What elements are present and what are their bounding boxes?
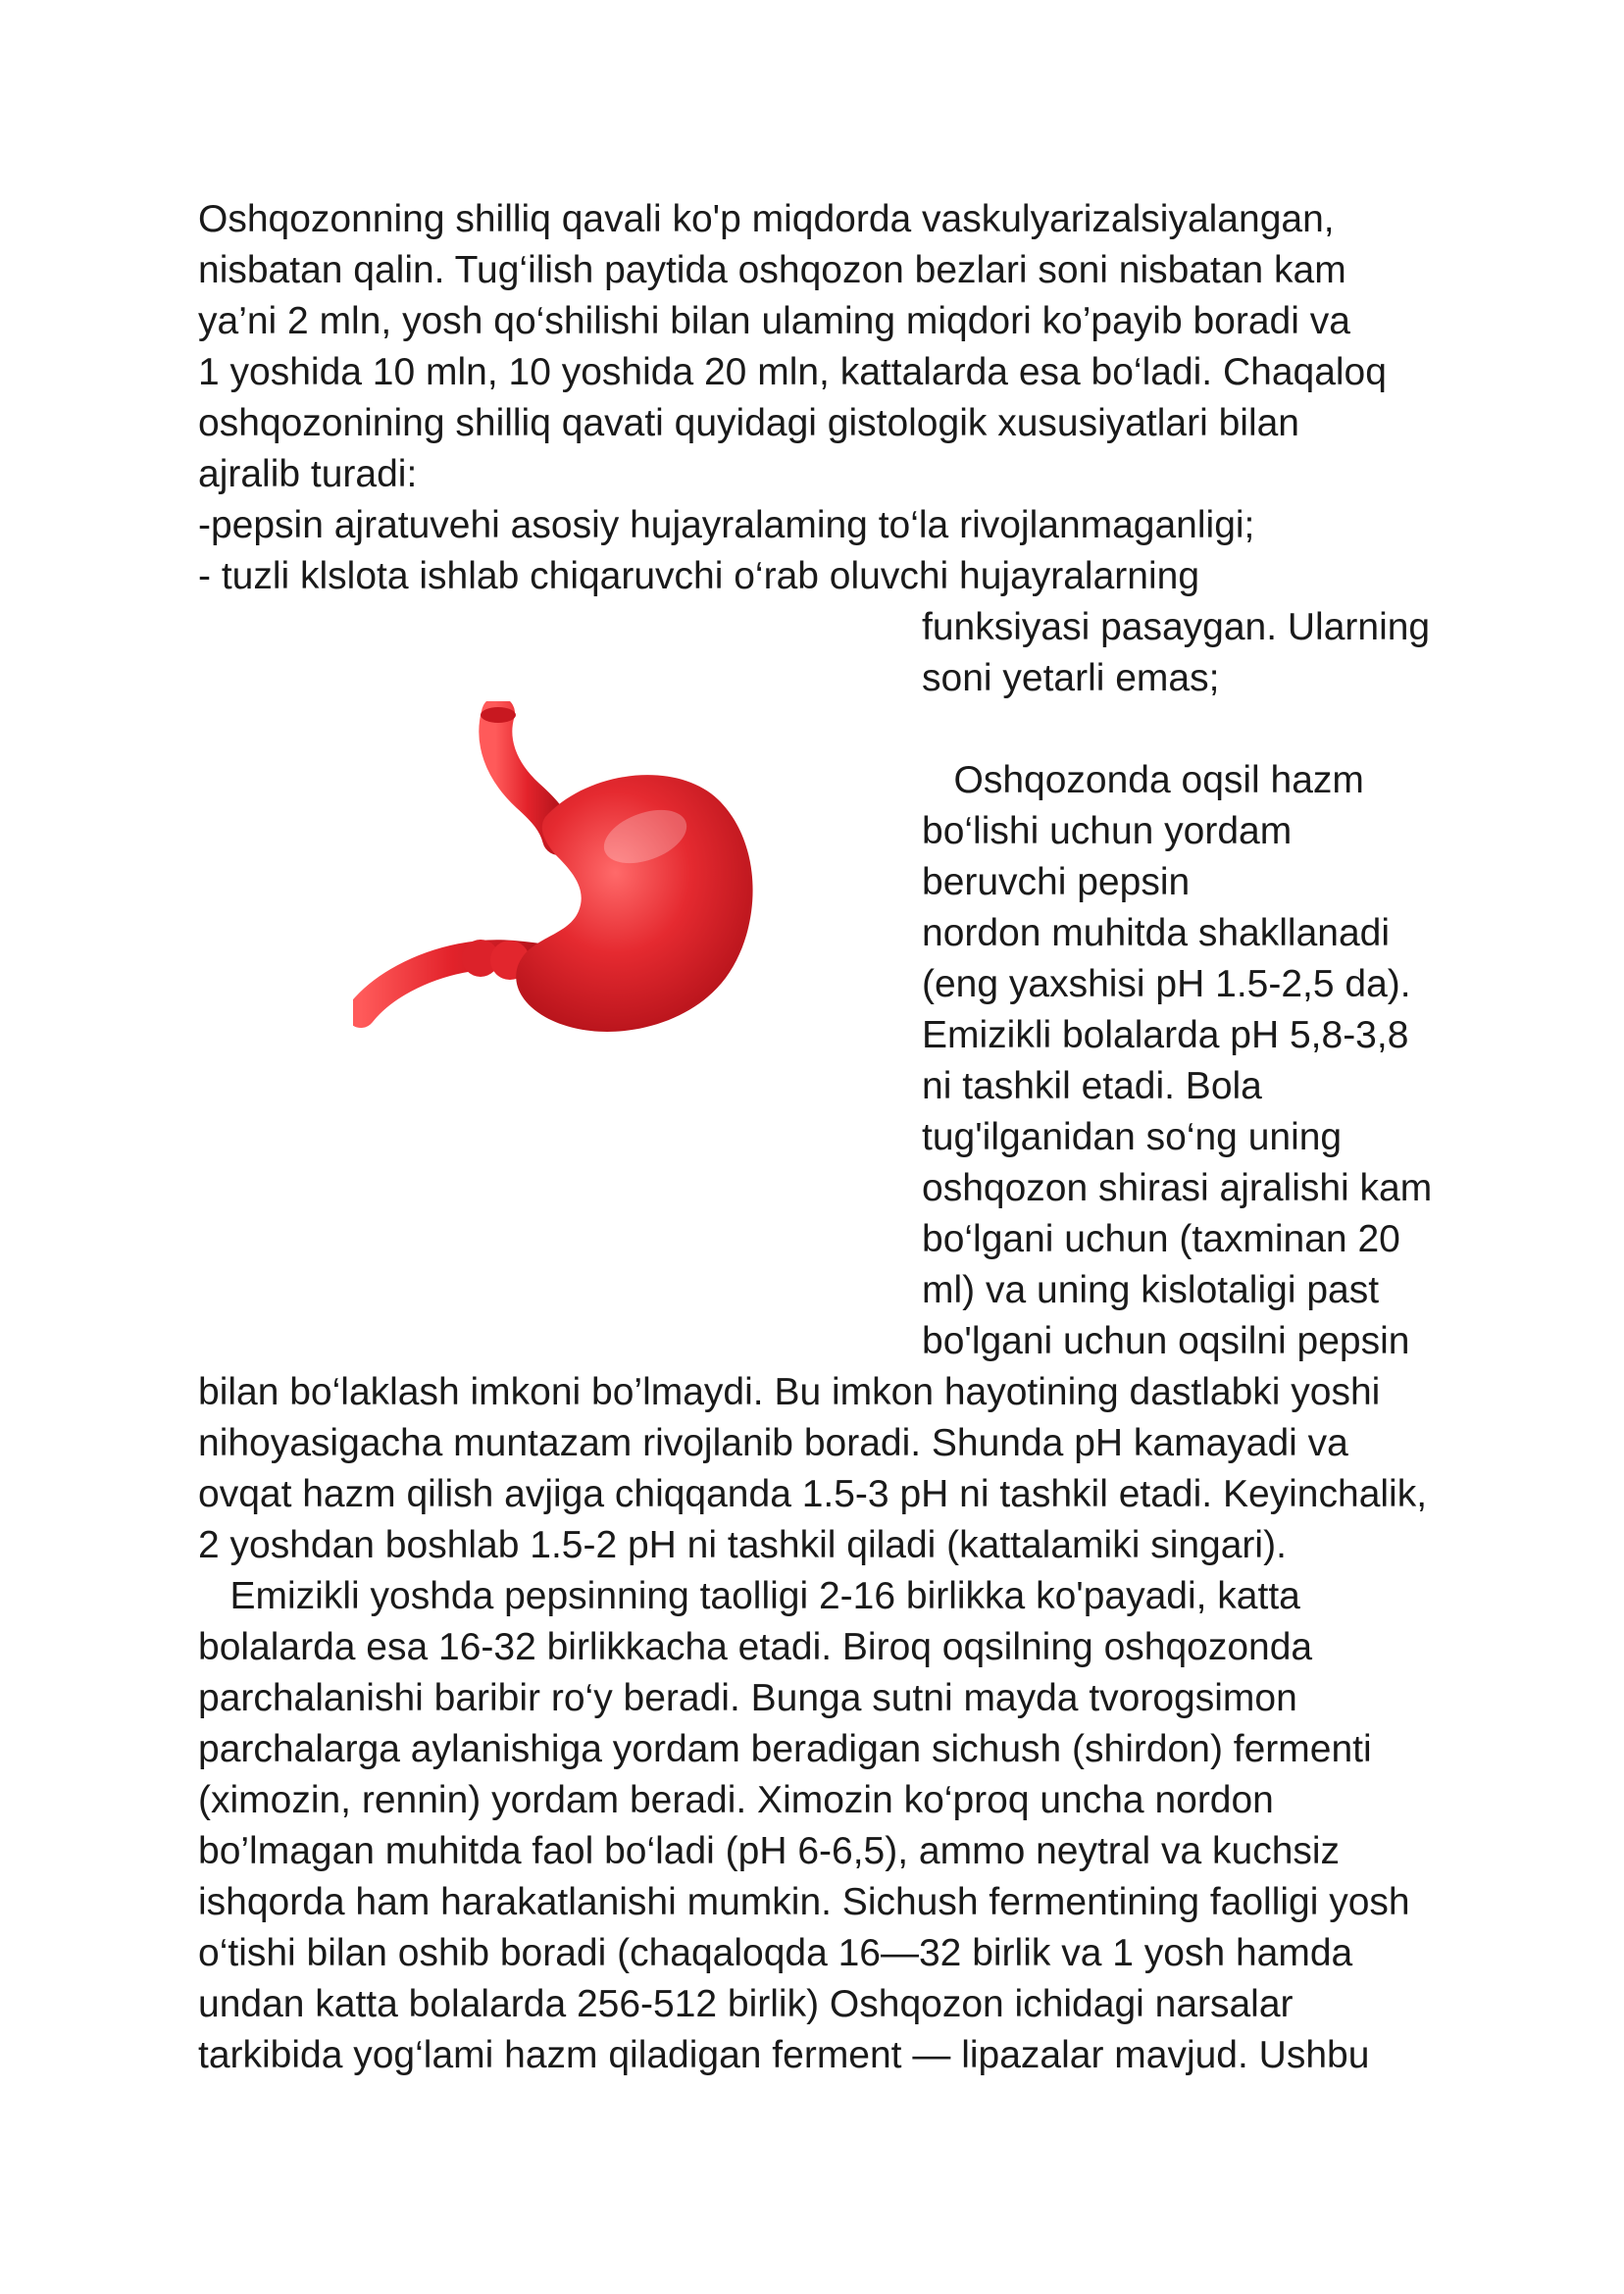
text-line: ajralib turadi: — [198, 453, 418, 495]
text-line: Emizikli bolalarda pH 5,8-3,8 — [922, 1014, 1409, 1056]
text-line: funksiyasi pasaygan. Ularning — [922, 606, 1431, 648]
text-line: parchalarga aylanishiga yordam beradigan sichush (shirdon) fermenti — [198, 1728, 1372, 1770]
text-line: ishqorda ham harakatlanishi mumkin. Sichush fermentining faolligi yosh — [198, 1881, 1410, 1923]
text-line: bo’lmagan muhitda faol bo‘ladi (pH 6-6,5), ammo neytral va kuchsiz — [198, 1830, 1341, 1872]
text-line: tug'ilganidan so‘ng uning — [922, 1116, 1343, 1158]
text-line: Oshqozonda oqsil hazm — [922, 759, 1364, 801]
text-line: tarkibida yog‘lami hazm qiladigan ferment — lipazalar mavjud. Ushbu — [198, 2034, 1370, 2076]
text-line: ml) va uning kislotaligi past — [922, 1269, 1380, 1311]
text-line: parchalanishi baribir ro‘y beradi. Bunga sutni mayda tvorogsimon — [198, 1677, 1297, 1719]
text-line: (eng yaxshisi pH 1.5-2,5 da). — [922, 963, 1411, 1005]
text-line: Oshqozonning shilliq qavali ko'p miqdorda vaskulyarizalsiyalangan, — [198, 198, 1335, 240]
text-line: bo'lgani uchun oqsilni pepsin — [922, 1320, 1410, 1362]
text-line: bolalarda esa 16-32 birlikkacha etadi. Biroq oqsilning oshqozonda — [198, 1626, 1313, 1668]
text-line: undan katta bolalarda 256-512 birlik) Oshqozon ichidagi narsalar — [198, 1983, 1294, 2025]
text-line: Emizikli yoshda pepsinning taolligi 2-16 birlikka ko'payadi, katta — [198, 1575, 1300, 1617]
text-line: 1 yoshida 10 mln, 10 yoshida 20 mln, kattalarda esa bo‘ladi. Chaqaloq — [198, 351, 1387, 393]
text-line: - tuzli klslota ishlab chiqaruvchi o‘rab oluvchi hujayralarning — [198, 555, 1200, 597]
stomach-icon — [353, 701, 775, 1064]
text-line: ya’ni 2 mln, yosh qo‘shilishi bilan ulaming miqdori ko’payib boradi va — [198, 300, 1350, 342]
text-line: bilan bo‘laklash imkoni bo’lmaydi. Bu imkon hayotining dastlabki yoshi — [198, 1371, 1381, 1413]
text-line: soni yetarli emas; — [922, 657, 1220, 699]
text-line: oshqozon shirasi ajralishi kam — [922, 1167, 1433, 1209]
text-line: oshqozonining shilliq qavati quyidagi gistologik xususiyatlari bilan — [198, 402, 1300, 444]
text-line: -pepsin ajratuvehi asosiy hujayralaming to‘la rivojlanmaganligi; — [198, 504, 1255, 546]
text-line: (ximozin, rennin) yordam beradi. Ximozin ko‘proq uncha nordon — [198, 1779, 1274, 1821]
text-line: bo‘lishi uchun yordam — [922, 810, 1293, 852]
text-line: nordon muhitda shakllanadi — [922, 912, 1390, 954]
text-line: ovqat hazm qilish avjiga chiqqanda 1.5-3 pH ni tashkil etadi. Keyinchalik, — [198, 1473, 1428, 1515]
text-line: bo‘lgani uchun (taxminan 20 — [922, 1218, 1400, 1260]
text-line: nihoyasigacha muntazam rivojlanib boradi. Shunda pH kamayadi va — [198, 1422, 1348, 1464]
text-line: ni tashkil etadi. Bola — [922, 1065, 1262, 1107]
text-line: beruvchi pepsin — [922, 861, 1191, 903]
text-line: o‘tishi bilan oshib boradi (chaqaloqda 16—32 birlik va 1 yosh hamda — [198, 1932, 1353, 1974]
text-line: 2 yoshdan boshlab 1.5-2 pH ni tashkil qiladi (kattalamiki singari). — [198, 1524, 1287, 1566]
text-line: nisbatan qalin. Tug‘ilish paytida oshqozon bezlari soni nisbatan kam — [198, 249, 1346, 291]
